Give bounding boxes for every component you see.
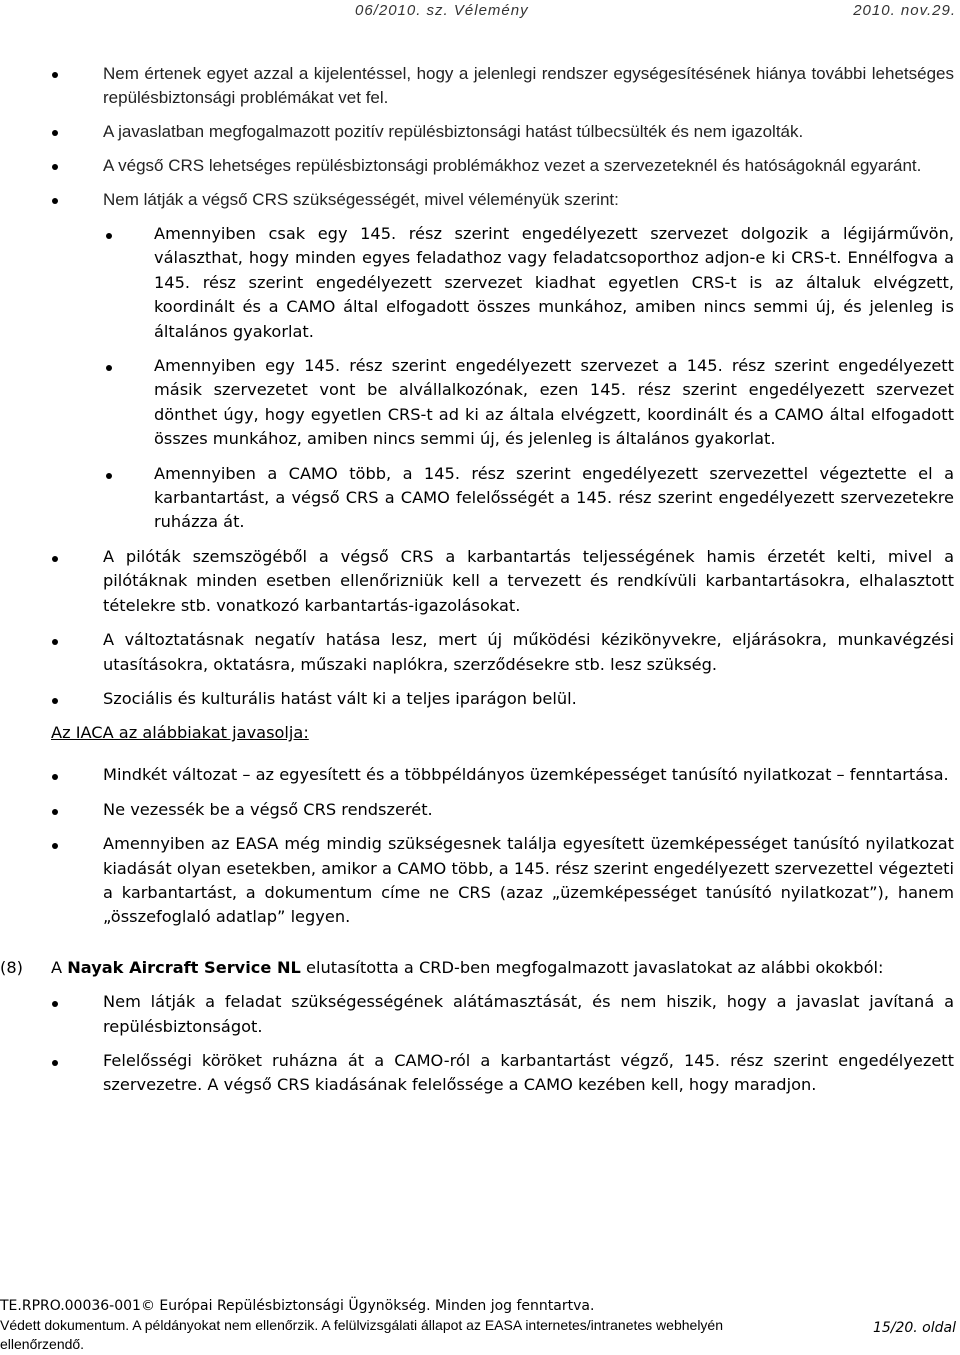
list-item bbox=[0, 188, 960, 212]
bullet-text: Nem értenek egyet azzal a kijelentéssel, hogy a jelenlegi rendszer egységesítésének hiánya további lehetséges repülésbiztonsági problémákat vet fel. bbox=[103, 64, 954, 107]
bullet-text: Amennyiben a CAMO több, a 145. rész szerint engedélyezett szervezettel végeztette el a karbantartást, a végső CRS a CAMO felelősségét a 145. rész szerint engedélyezett szervezetekre ruházza át. bbox=[154, 463, 954, 532]
bullet-icon bbox=[52, 843, 58, 849]
bullet-icon bbox=[52, 130, 58, 136]
bullet-icon bbox=[106, 233, 112, 239]
bullet-icon bbox=[52, 809, 58, 815]
list-item bbox=[0, 628, 960, 677]
header-date: 2010. nov.29. bbox=[853, 2, 956, 19]
list-item bbox=[0, 798, 960, 822]
bullet-text: A változtatásnak negatív hatása lesz, mert új működési kézikönyvekre, eljárásokra, munkavégzési utasításokra, oktatásra, műszaki naplókra, szerződésekre stb. lesz szükség. bbox=[103, 630, 954, 674]
section-number: (8) bbox=[0, 957, 23, 977]
bullet-text: Szociális és kulturális hatást vált ki a teljes iparágon belül. bbox=[103, 688, 577, 708]
section-prefix: A bbox=[51, 957, 68, 977]
organization-name: Nayak Aircraft Service NL bbox=[67, 957, 301, 977]
list-item bbox=[0, 832, 960, 930]
list-item bbox=[0, 154, 960, 178]
bullet-text: Amennyiben csak egy 145. rész szerint engedélyezett szervezet dolgozik a légijárművön, választhat, hogy minden egyes feladathoz vagy feladatcsoporthoz adjon-e ki CRS-t. Ennélfogva a 145. rész szerint engedélyezett szervezet kiadhat egyetlen CRS-t is az általuk elvégzett, koordinált és a CAMO által elfogadott összes munkához, amiben nincs semmi új, és jelenleg is általános gyakorlat. bbox=[154, 224, 954, 341]
list-item bbox=[0, 990, 960, 1039]
section-suffix: elutasította a CRD-ben megfogalmazott javaslatokat az alábbi okokból: bbox=[300, 957, 884, 977]
sub-list-item bbox=[0, 354, 960, 452]
bullet-icon bbox=[52, 164, 58, 170]
sub-list-item bbox=[0, 222, 960, 344]
bullet-icon bbox=[106, 365, 112, 371]
bullet-text: A végső CRS lehetséges repülésbiztonsági problémákhoz vezet a szervezeteknél és hatóságoknál egyaránt. bbox=[103, 156, 922, 175]
page-header bbox=[0, 2, 960, 19]
bullet-icon bbox=[52, 556, 58, 562]
bullet-icon bbox=[52, 774, 58, 780]
bullet-icon bbox=[52, 1001, 58, 1007]
bullet-icon bbox=[52, 1060, 58, 1066]
section-8 bbox=[0, 956, 960, 980]
bullet-icon bbox=[52, 698, 58, 704]
bullet-text: Ne vezessék be a végső CRS rendszerét. bbox=[103, 799, 433, 819]
bullet-icon bbox=[52, 198, 58, 204]
header-issue: 06/2010. sz. Vélemény bbox=[355, 2, 529, 19]
bullet-text: A pilóták szemszögéből a végső CRS a karbantartás teljességének hamis érzetét kelti, mivel a pilótáknak minden esetben ellenőrizniük kell a tervezett és rendkívüli karbantartásokra, elhalasztott tételekre stb. vonatkozó karbantartás-igazolásokat. bbox=[103, 546, 954, 615]
bullet-icon bbox=[106, 473, 112, 479]
list-item bbox=[0, 545, 960, 618]
bullet-text: Mindkét változat – az egyesített és a többpéldányos üzemképességet tanúsító nyilatkozat – fenntartása. bbox=[103, 765, 949, 785]
bullet-text: Nem látják a feladat szükségességének alátámasztását, és nem hiszik, hogy a javaslat javítaná a repülésbiztonságot. bbox=[103, 992, 954, 1036]
iaca-heading: Az IACA az alábbiakat javasolja: bbox=[51, 723, 309, 743]
list-item bbox=[0, 62, 960, 110]
bullet-text: Amennyiben az EASA még mindig szükségesnek találja egyesített üzemképességet tanúsító nyilatkozat kiadását olyan esetekben, amikor a CAMO több, a 145. rész szerint engedélyezett szervezettel végezteti a karbantartást, a dokumentum címe ne CRS (azaz „üzemképességet tanúsító nyilatkozat”), hanem „összefoglaló adatlap” legyen. bbox=[103, 834, 954, 927]
section-intro bbox=[51, 956, 954, 980]
bullet-text: A javaslatban megfogalmazott pozitív repülésbiztonsági hatást túlbecsülték és nem igazolták. bbox=[103, 122, 804, 141]
list-item bbox=[0, 763, 960, 787]
bullet-icon bbox=[52, 72, 58, 78]
document-body bbox=[0, 62, 960, 1108]
bullet-text: Amennyiben egy 145. rész szerint engedélyezett szervezet a 145. rész szerint engedélyezett másik szervezetet vont be alvállalkozónak, ezen 145. rész szerint engedélyezett szervezet dönthet úgy, hogy egyetlen CRS-t ad ki az általa elvégzett, koordinált és a CAMO által elfogadott összes munkához, amiben nincs semmi új, és jelenleg is általános gyakorlat. bbox=[154, 356, 954, 449]
footer-copyright: TE.RPRO.00036-001© Európai Repülésbiztonsági Ügynökség. Minden jog fenntartva. bbox=[0, 1298, 595, 1314]
bullet-text: Nem látják a végső CRS szükségességét, mivel véleményük szerint: bbox=[103, 190, 619, 209]
bullet-icon bbox=[52, 639, 58, 645]
footer-disclaimer: Védett dokumentum. A példányokat nem ellenőrzik. A felülvizsgálati állapot az EASA internetes/intranetes webhelyén ellenőrzendő. bbox=[0, 1317, 723, 1352]
sub-list-item bbox=[0, 462, 960, 535]
list-item bbox=[0, 687, 960, 711]
list-item bbox=[0, 1049, 960, 1098]
page-number: 15/20. oldal bbox=[872, 1320, 956, 1336]
list-item bbox=[0, 120, 960, 144]
bullet-text: Felelősségi köröket ruházna át a CAMO-ról a karbantartást végző, 145. rész szerint engedélyezett szervezetre. A végső CRS kiadásának felelőssége a CAMO kezében kell, hogy maradjon. bbox=[103, 1050, 954, 1095]
